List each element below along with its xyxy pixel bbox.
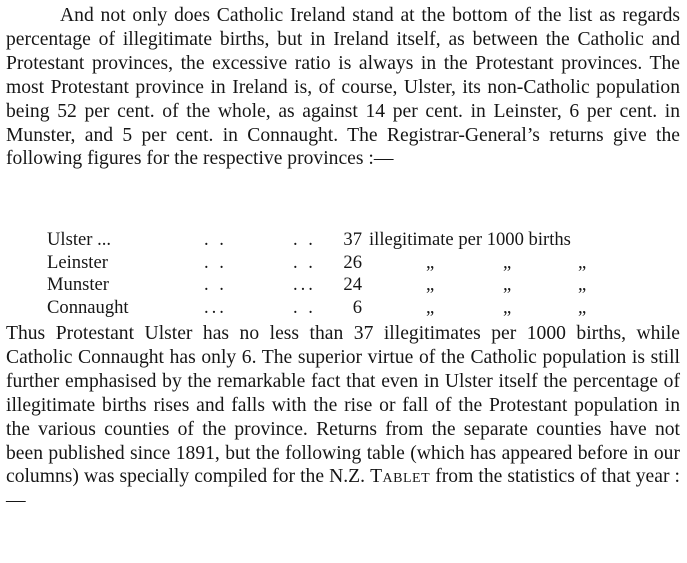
ditto-mark: „	[578, 251, 587, 273]
leader-dots: . .	[293, 251, 316, 273]
paragraph-text-end: from the statistics of that year :—	[6, 466, 680, 512]
ditto-mark: „	[578, 296, 587, 318]
province-name: Leinster	[47, 251, 108, 273]
leader-dots: . .	[204, 251, 227, 273]
leader-dots: ...	[204, 296, 227, 318]
rate-value: 37	[343, 229, 362, 250]
ditto-mark: „	[426, 251, 435, 273]
province-name: Ulster ...	[47, 229, 112, 250]
province-name: Connaught	[47, 296, 129, 318]
rate-value: 26	[343, 251, 362, 273]
table-row-leinster	[47, 252, 667, 275]
ditto-mark: „	[503, 274, 512, 296]
paragraph-text	[6, 322, 680, 513]
leader-dots: . .	[293, 296, 316, 318]
leader-dots: . .	[293, 229, 316, 250]
ditto-mark: „	[503, 251, 512, 273]
rate-value: 24	[343, 274, 362, 296]
ditto-mark: „	[426, 274, 435, 296]
leader-dots: . .	[204, 229, 227, 250]
leader-dots: ...	[293, 274, 316, 296]
rate-unit-text: illegitimate per 1000 births	[369, 229, 571, 250]
table-row-munster	[47, 274, 667, 297]
leader-dots: . .	[204, 274, 227, 296]
illegitimacy-table	[47, 229, 667, 319]
ditto-mark: „	[578, 274, 587, 296]
paragraph-text-main: Thus Protestant Ulster has no less than 37 illegitimates per 1000 births, while Catholic Connaught has only 6. The superior virtue of the Catholic population is still further emphasised by the remarkable fact that even in Ulster itself the percentage of illegitimate births rises and falls with the rise or fall of the Protestant population in the various counties of the province. Returns from the separate counties have not been published since 1891, but the following table (which has appeared before in our columns) was specially compiled for the N.Z.	[6, 323, 680, 488]
table-row-ulster	[47, 229, 667, 252]
publication-name: Tablet	[370, 466, 431, 488]
paragraph-provinces-intro	[6, 4, 680, 171]
table-row-connaught	[47, 297, 667, 320]
rate-value: 6	[352, 296, 362, 318]
paragraph-text: And not only does Catholic Ireland stand at the bottom of the list as regards percentage of illegitimate births, but in Ireland itself, as between the Catholic and Protestant provinces, the excessive ratio is always in the Protestant provinces. The most Protestant province in Ireland is, of course, Ulster, its non-Catholic population being 52 per cent. of the whole, as against 14 per cent. in Leinster, 6 per cent. in Munster, and 5 per cent. in Connaught. The Registrar-General’s returns give the following figures for the respective provinces :—	[6, 5, 680, 170]
ditto-mark: „	[426, 296, 435, 318]
province-name: Munster	[47, 274, 109, 296]
ditto-mark: „	[503, 296, 512, 318]
paragraph-ulster-comparison	[6, 322, 680, 513]
